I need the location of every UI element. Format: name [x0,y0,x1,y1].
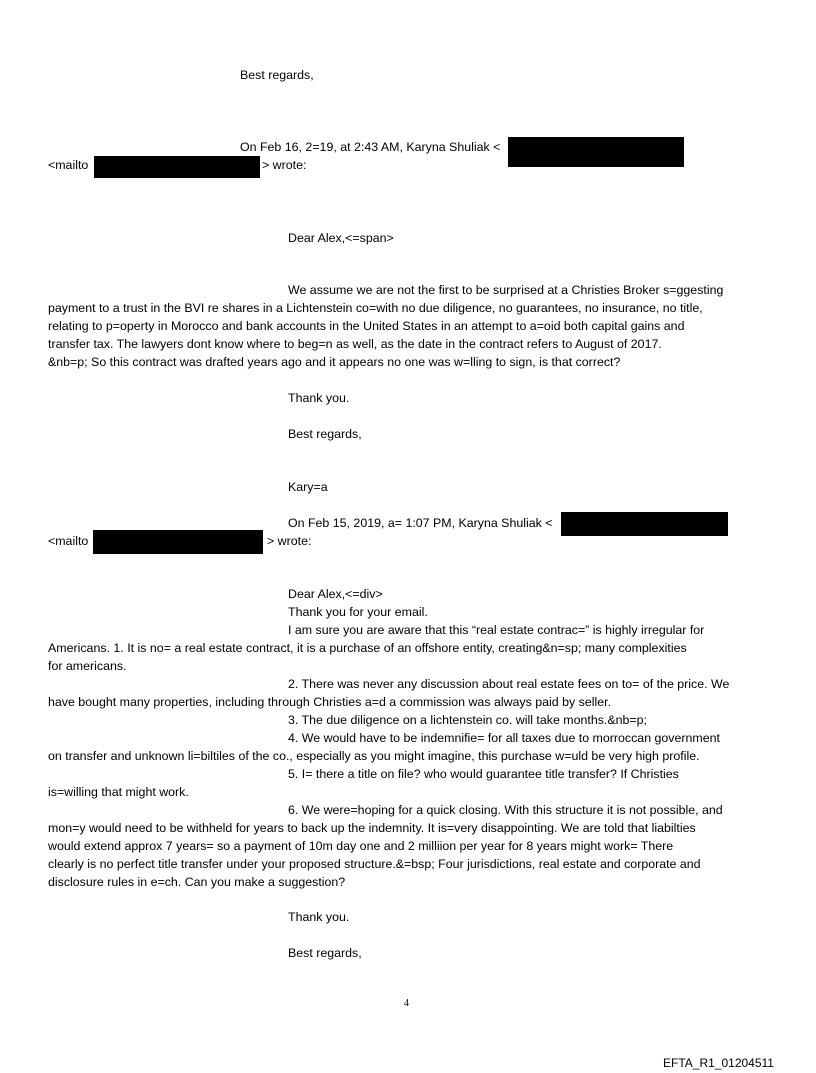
redaction-box [561,512,728,536]
thanks: Thank you. [288,391,350,405]
paragraph-line: transfer tax. The lawyers dont know where to beg=n as well, as the date in the contract refers to August of 2017. [48,337,662,351]
thanks: Thank you. [288,910,350,924]
item-5-first-line: 5. I= there a title on file? who would guarantee title transfer? If Christies [288,767,679,781]
redaction-box [94,156,260,178]
wrote-label: > wrote: [262,158,307,172]
page-number: 4 [404,998,409,1009]
greeting: Dear Alex,<=span> [288,231,394,245]
mailto-label: <mailto [48,534,89,548]
closing-best-regards: Best regards, [288,427,362,441]
redaction-box [93,530,263,554]
intro-line: for americans. [48,659,127,673]
item-4-first-line: 4. We would have to be indemnifie= for all taxes due to morroccan government [288,731,720,745]
greeting: Dear Alex,<=div> [288,587,383,601]
item-6-first-line: 6. We were=hoping for a quick closing. With this structure it is not possible, and [288,803,723,817]
item-2-line: have bought many properties, including through Christies a=d a commission was always paid by seller. [48,695,612,709]
closing-best-regards: Best regards, [288,946,362,960]
item-2-first-line: 2. There was never any discussion about real estate fees on to= of the price. We [288,677,730,691]
redaction-box [508,137,684,167]
item-6-line: disclosure rules in e=ch. Can you make a suggestion? [48,875,346,889]
item-4-line: on transfer and unknown li=biltiles of the co., especially as you might imagine, this purchase w=uld be very high profile. [48,749,700,763]
item-5-line: is=willing that might work. [48,785,189,799]
item-6-line: mon=y would need to be withheld for years to back up the indemnity. It is=very disappointing. We are told that liabilties [48,821,696,835]
thanks-email: Thank you for your email. [288,605,428,619]
paragraph-line: &nb=p; So this contract was drafted years ago and it appears no one was w=lling to sign, is that correct? [48,355,621,369]
intro-line: Americans. 1. It is no= a real estate contract, it is a purchase of an offshore entity, creating&n=sp; many complexities [48,641,687,655]
paragraph-first-line: We assume we are not the first to be surprised at a Christies Broker s=ggesting [288,283,724,297]
paragraph-line: payment to a trust in the BVI re shares in a Lichtenstein co=with no due diligence, no guarantees, no insurance, no title, [48,301,703,315]
email-header-feb15: On Feb 15, 2019, a= 1:07 PM, Karyna Shuliak < [288,516,553,530]
closing-best-regards: Best regards, [240,68,314,82]
item-6-line: would extend approx 7 years= so a payment of 10m day one and 2 milliion per year for 8 years might work= There [48,839,674,853]
intro-first-line: I am sure you are aware that this “real estate contrac=” is highly irregular for [288,623,705,637]
item-3: 3. The due diligence on a lichtenstein co. will take months.&nb=p; [288,713,647,727]
email-header-feb16: On Feb 16, 2=19, at 2:43 AM, Karyna Shuliak < [240,140,501,154]
bates-number: EFTA_R1_01204511 [663,1056,774,1070]
signature: Kary=a [288,480,328,494]
mailto-label: <mailto [48,158,89,172]
wrote-label: > wrote: [267,534,312,548]
paragraph-line: relating to p=operty in Morocco and bank accounts in the United States in an attempt to a=oid both capital gains and [48,319,685,333]
item-6-line: clearly is no perfect title transfer under your proposed structure.&=bsp; Four jurisdictions, real estate and corporate and [48,857,701,871]
